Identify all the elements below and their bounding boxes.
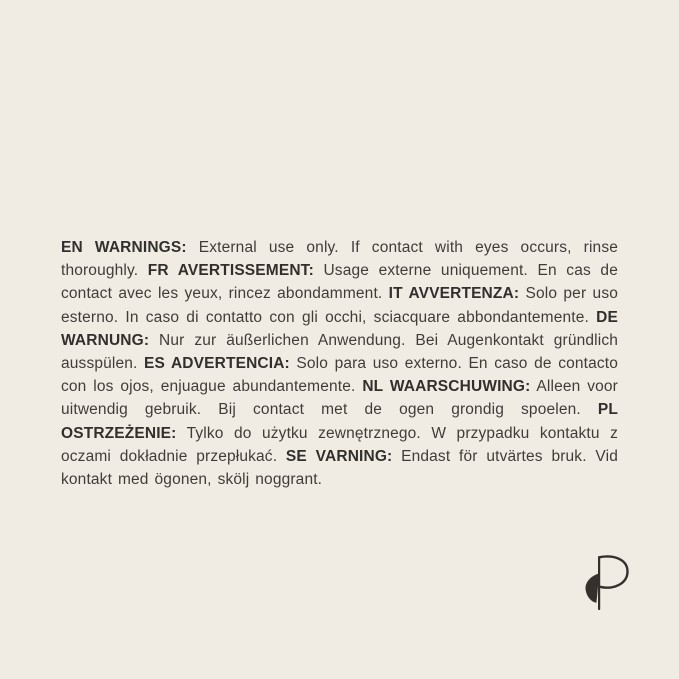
warnings-paragraph — [61, 236, 618, 491]
warning-text: External use only. If contact with eyes occurs, rinse thoroughly. — [61, 239, 618, 280]
warning-text: Nur zur äußerlichen Anwendung. Bei Augenkontakt gründlich ausspülen. — [61, 331, 618, 373]
language-label: IT AVVERTENZA: — [388, 285, 520, 303]
warning-text: Alleen voor uitwendig gebruik. Bij contact met de ogen grondig spoelen. — [61, 378, 618, 419]
language-label: NL WAARSCHUWING: — [362, 378, 531, 396]
brand-logo — [584, 553, 630, 611]
language-label: EN WARNINGS: — [61, 239, 187, 256]
language-label: PL OSTRZEŻENIE: — [61, 401, 618, 442]
language-label: FR AVERTISSEMENT: — [147, 262, 314, 280]
language-label: DE WARNUNG: — [61, 308, 618, 349]
warning-text: Solo per uso esterno. In caso di contatto con gli occhi, sciacquare abbondantemente. — [61, 285, 618, 326]
warning-text: Solo para uso externo. En caso de contacto con los ojos, enjuague abundantemente. — [61, 355, 618, 396]
leaf-p-monogram-icon — [584, 553, 630, 611]
language-label: SE VARNING: — [285, 447, 393, 465]
warning-text: Endast för utvärtes bruk. Vid kontakt med ögonen, skölj noggrant. — [61, 447, 618, 489]
warning-text: Tylko do użytku zewnętrznego. W przypadku kontaktu z oczami dokładnie przepłukać. — [61, 424, 618, 465]
warning-text: Usage externe uniquement. En cas de contact avec les yeux, rincez abondamment. — [61, 262, 618, 303]
language-label: ES ADVERTENCIA: — [144, 355, 290, 373]
